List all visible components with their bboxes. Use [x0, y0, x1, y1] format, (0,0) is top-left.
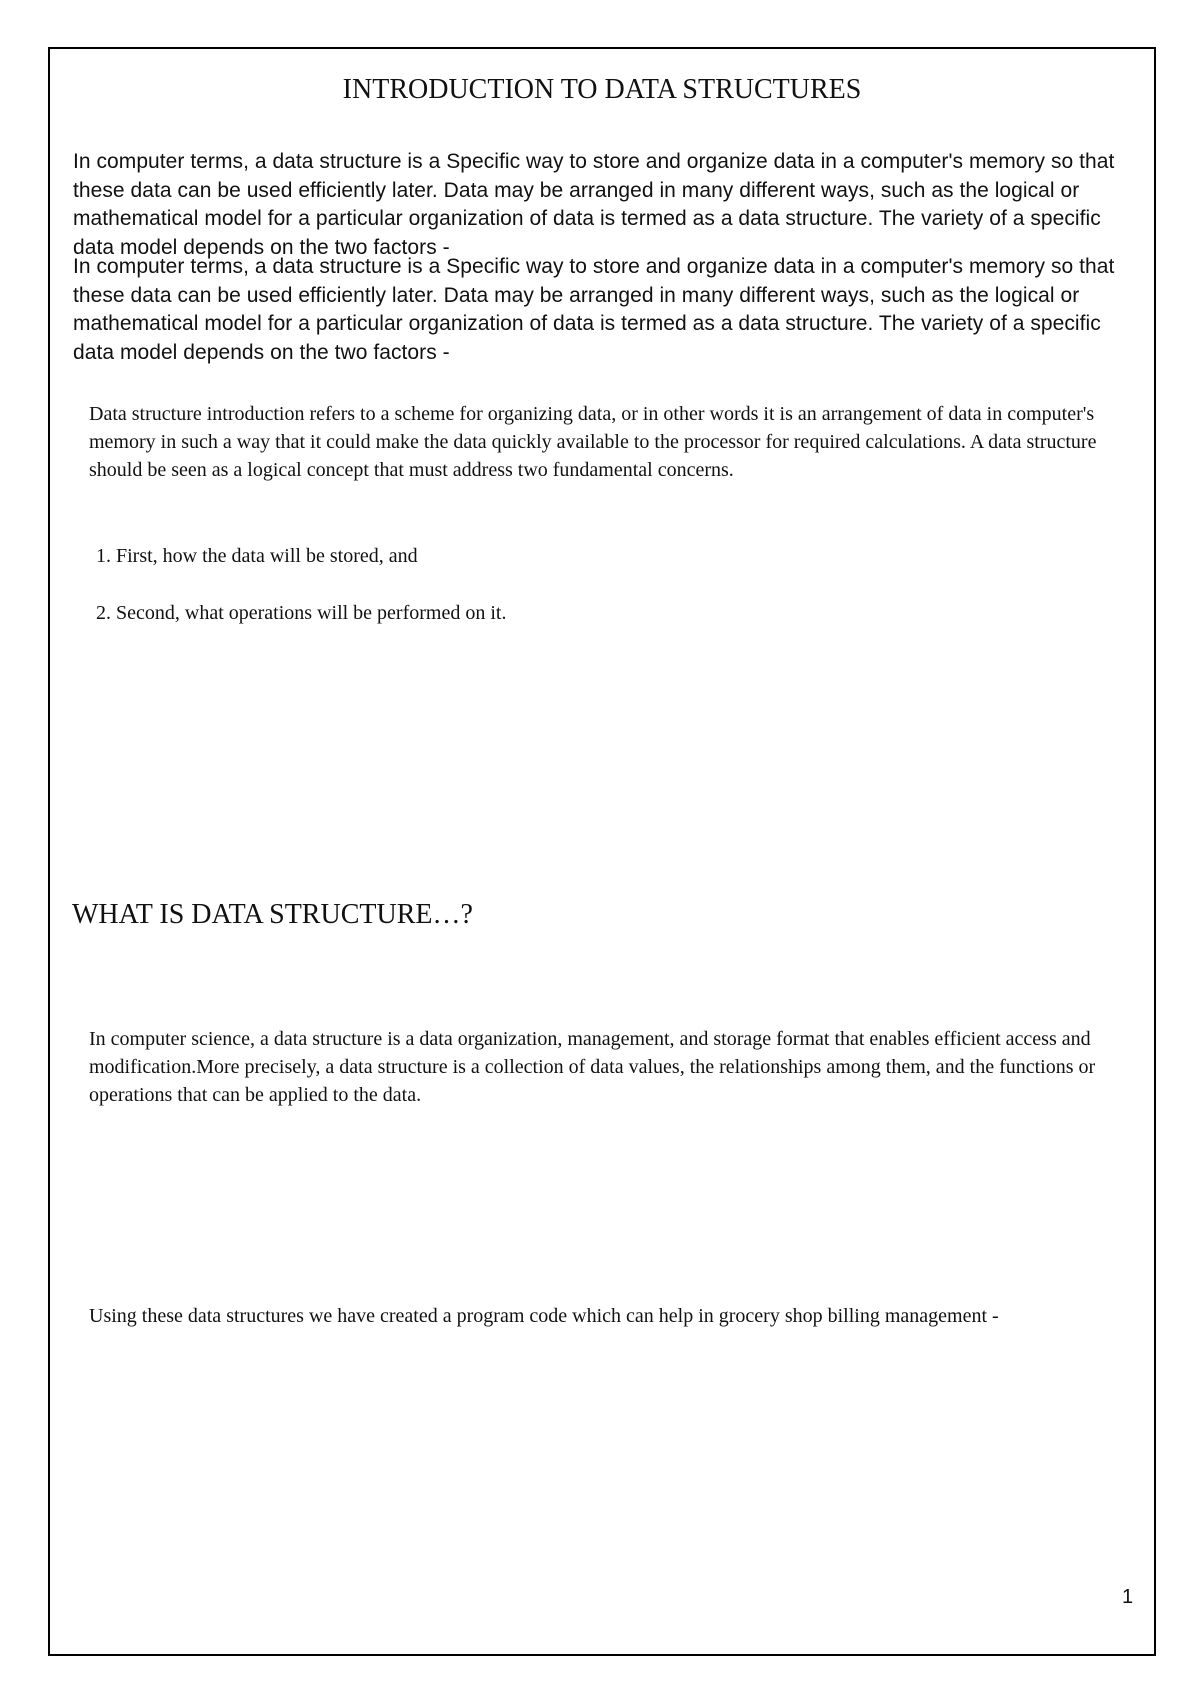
intro-paragraph: In computer terms, a data structure is a Specific way to store and organize data in a computer's memory so that these data can be used efficiently later. Data may be arranged in many different ways, such as the logical or mathematical model for a particular organization of data is termed as a data structure. The variety of a specific data model depends on the two factors - — [73, 150, 1115, 259]
concern-list-item: 2. Second, what operations will be performed on it. — [96, 602, 507, 624]
concept-paragraph: Data structure introduction refers to a scheme for organizing data, or in other words it is an arrangement of data in computer's memory in such a way that it could make the data quickly available to the processor for required calculations. A data structure should be seen as a logical concept that must address two fundamental concerns. — [89, 403, 1097, 481]
page-number: 1 — [1122, 1586, 1134, 1608]
document-title: INTRODUCTION TO DATA STRUCTURES — [342, 74, 862, 105]
definition-paragraph: In computer science, a data structure is a data organization, management, and storage format that enables efficient access and modification.More precisely, a data structure is a collection of data values, the relationships among them, and the functions or operations that can be applied to the data. — [89, 1028, 1096, 1106]
program-paragraph: Using these data structures we have created a program code which can help in grocery shop billing management - — [89, 1305, 999, 1327]
concern-list-item: 1. First, how the data will be stored, and — [96, 545, 418, 567]
intro-paragraph-repeat: In computer terms, a data structure is a Specific way to store and organize data in a computer's memory so that these data can be used efficiently later. Data may be arranged in many different ways, such as the logical or mathematical model for a particular organization of data is termed as a data structure. The variety of a specific data model depends on the two factors - — [73, 255, 1115, 364]
section-heading: WHAT IS DATA STRUCTURE…? — [72, 899, 473, 930]
